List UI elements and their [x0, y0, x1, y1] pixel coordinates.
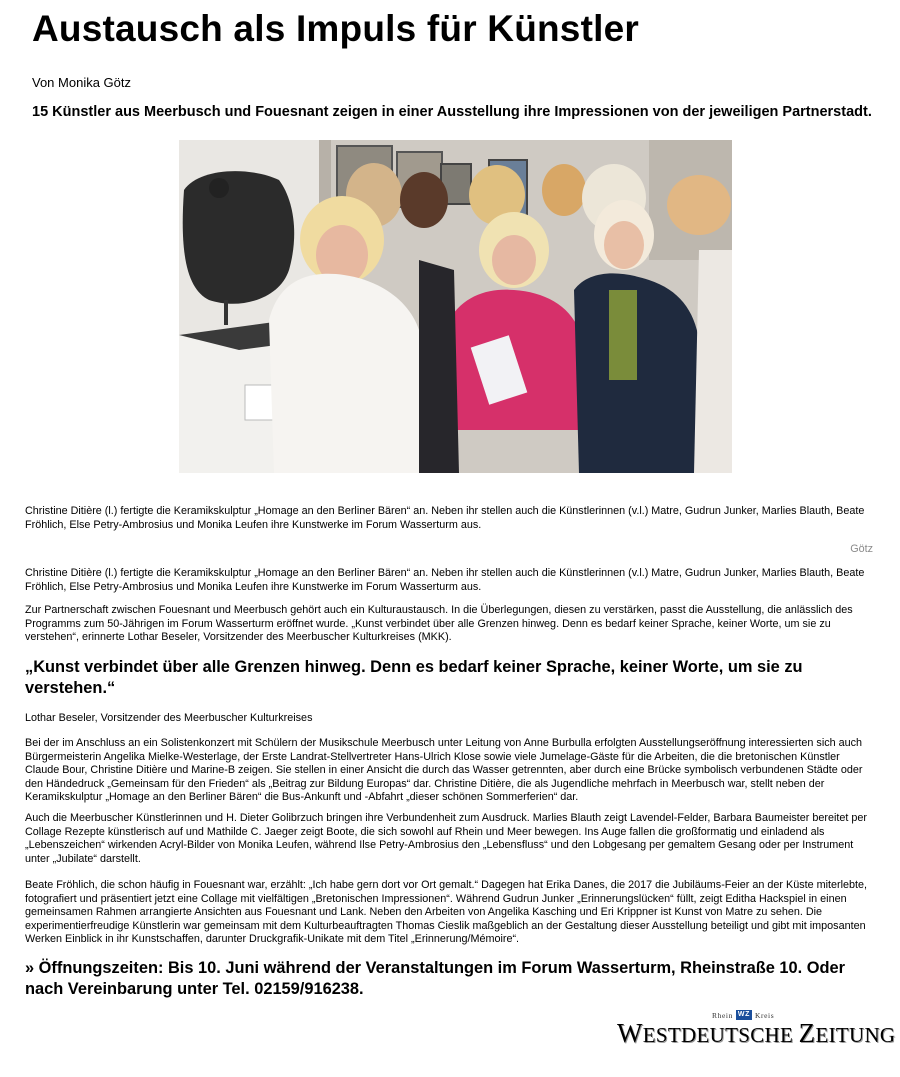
- article-lead: 15 Künstler aus Meerbusch und Fouesnant zeigen in einer Ausstellung ihre Impressionen von der jeweiligen Partnerstadt.: [32, 104, 872, 120]
- body-paragraph: Beate Fröhlich, die schon häufig in Fouesnant war, erzählt: „Ich habe gern dort vor Ort gemalt.“ Dagegen hat Erika Danes, die 2017 die Jubiläums-Feier an der Küste miterlebte, fotografiert und präsentiert jetzt eine Collage mit vielfältigen „Bretonischen Impressionen“. Während Gudrun Junker „Erinnerungslücken“ füllt, zeigt Editha Hackspiel in einen gemeinsamen Rahmen arrangierte Ansichten aus Fouesnant und Lank. Neben den Arbeiten von Angelika Kasching und Eri Krippner ist Kunst von Matre zu sehen. Die experimentierfreudige Künstlerin war gemeinsam mit dem Kulturbeauftragten Thomas Cieslik maßgeblich an der Gestaltung dieser Ausstellung beteiligt und gibt mit imposanten Werken Einblick in ihr Kunstschaffen, darunter Druckgrafik-Unikate mit dem Titel „Erinnerung/Mémoire“.: [25, 879, 868, 946]
- article-photo: [179, 140, 732, 473]
- logo-wz-badge: WZ: [737, 1011, 751, 1018]
- logo-wordmark: WESTDEUTSCHE ZEITUNG: [617, 1018, 896, 1048]
- logo-rhein: Rhein: [712, 1010, 733, 1020]
- logo-kreis: Kreis: [755, 1010, 775, 1020]
- body-paragraph: Zur Partnerschaft zwischen Fouesnant und Meerbusch gehört auch ein Kulturaustausch. In die Überlegungen, diesen zu verstärken, passt die Ausstellung, die anlässlich des Programms zum 50-Jährigen im Forum Wasserturm eröffnet wurde. „Kunst verbindet über alle Grenzen hinweg. Denn es bedarf keiner Sprache, keiner Worte, um sie zu verstehen“, erinnerte Lothar Beseler, Vorsitzender des Meerbuscher Kulturkreises (MKK).: [25, 604, 853, 644]
- photo-credit: Götz: [850, 543, 873, 555]
- westdeutsche-zeitung-logo: [617, 1010, 896, 1050]
- article-author: Von Monika Götz: [32, 75, 131, 90]
- opening-hours: » Öffnungszeiten: Bis 10. Juni während der Veranstaltungen im Forum Wasserturm, Rheinstraße 10. Oder nach Vereinbarung unter Tel. 02159/916238.: [25, 959, 846, 998]
- photo-caption: Christine Ditière (l.) fertigte die Keramikskulptur „Homage an den Berliner Bären“ an. Neben ihr stellen auch die Künstlerinnen (v.l.) Matre, Gudrun Junker, Marlies Blauth, Beate Fröhlich, Else Petry-Ambrosius und Monika Leufen ihre Kunstwerke im Forum Wasserturm aus.: [25, 505, 865, 531]
- body-paragraph: Bei der im Anschluss an ein Solistenkonzert mit Schülern der Musikschule Meerbusch unter Leitung von Anne Burbulla erfolgten Ausstellungseröffnung interessierten sich auch Bürgermeisterin Angelika Mielke-Westerlage, der Erste Landrat-Stellvertreter Hans-Ulrich Klose sowie viele Jumelage-Gäste für die Arbeiten, die die bretonischen Künstler Claude Bour, Christine Ditière und Marine-B zeigen. Sie stellen in einer Ansicht die durch das Wasser getrennten, aber durch eine Brücke symbolisch verbundenen Städte oder den Händedruck „Gemeinsam für den Frieden“ als „Beitrag zur Bildung Europas“ dar. Christine Ditière, die als Jugendliche mehrfach in Meerbusch war, stellt neben der Keramikskulptur „Homage an den Berliner Bären“ die Bus-Ankunft und -Abfahrt „dieser schönen Sommerferien“ dar.: [25, 737, 863, 804]
- group-photo-illustration: [179, 140, 732, 473]
- photo-caption-repeat: Christine Ditière (l.) fertigte die Keramikskulptur „Homage an den Berliner Bären“ an. Neben ihr stellen auch die Künstlerinnen (v.l.) Matre, Gudrun Junker, Marlies Blauth, Beate Fröhlich, Else Petry-Ambrosius und Monika Leufen ihre Kunstwerke im Forum Wasserturm aus.: [25, 567, 865, 593]
- article-title: Austausch als Impuls für Künstler: [32, 8, 639, 49]
- body-paragraph: Auch die Meerbuscher Künstlerinnen und H. Dieter Golibrzuch bringen ihre Verbundenheit zum Ausdruck. Marlies Blauth zeigt Lavendel-Felder, Barbara Baumeister bereitet per Collage Rezepte künstlerisch auf und Mathilde C. Jaeger zeigt Boote, die sich sowohl auf Rhein und Meer bewegen. Ins Auge fallen die großformatig und einladend als „Lebenszeichen“ wirkenden Acryl-Bilder von Monika Leufen, während Ilse Petry-Ambrosius den „Lebensfluss“ und den Lobgesang per gemaltem Gesang oder per Instrument unter „Jubilate“ darstellt.: [25, 812, 868, 865]
- quote-attribution: Lothar Beseler, Vorsitzender des Meerbuscher Kulturkreises: [25, 712, 313, 724]
- pull-quote: „Kunst verbindet über alle Grenzen hinweg. Denn es bedarf keiner Sprache, keiner Worte, um sie zu verstehen.“: [25, 658, 803, 697]
